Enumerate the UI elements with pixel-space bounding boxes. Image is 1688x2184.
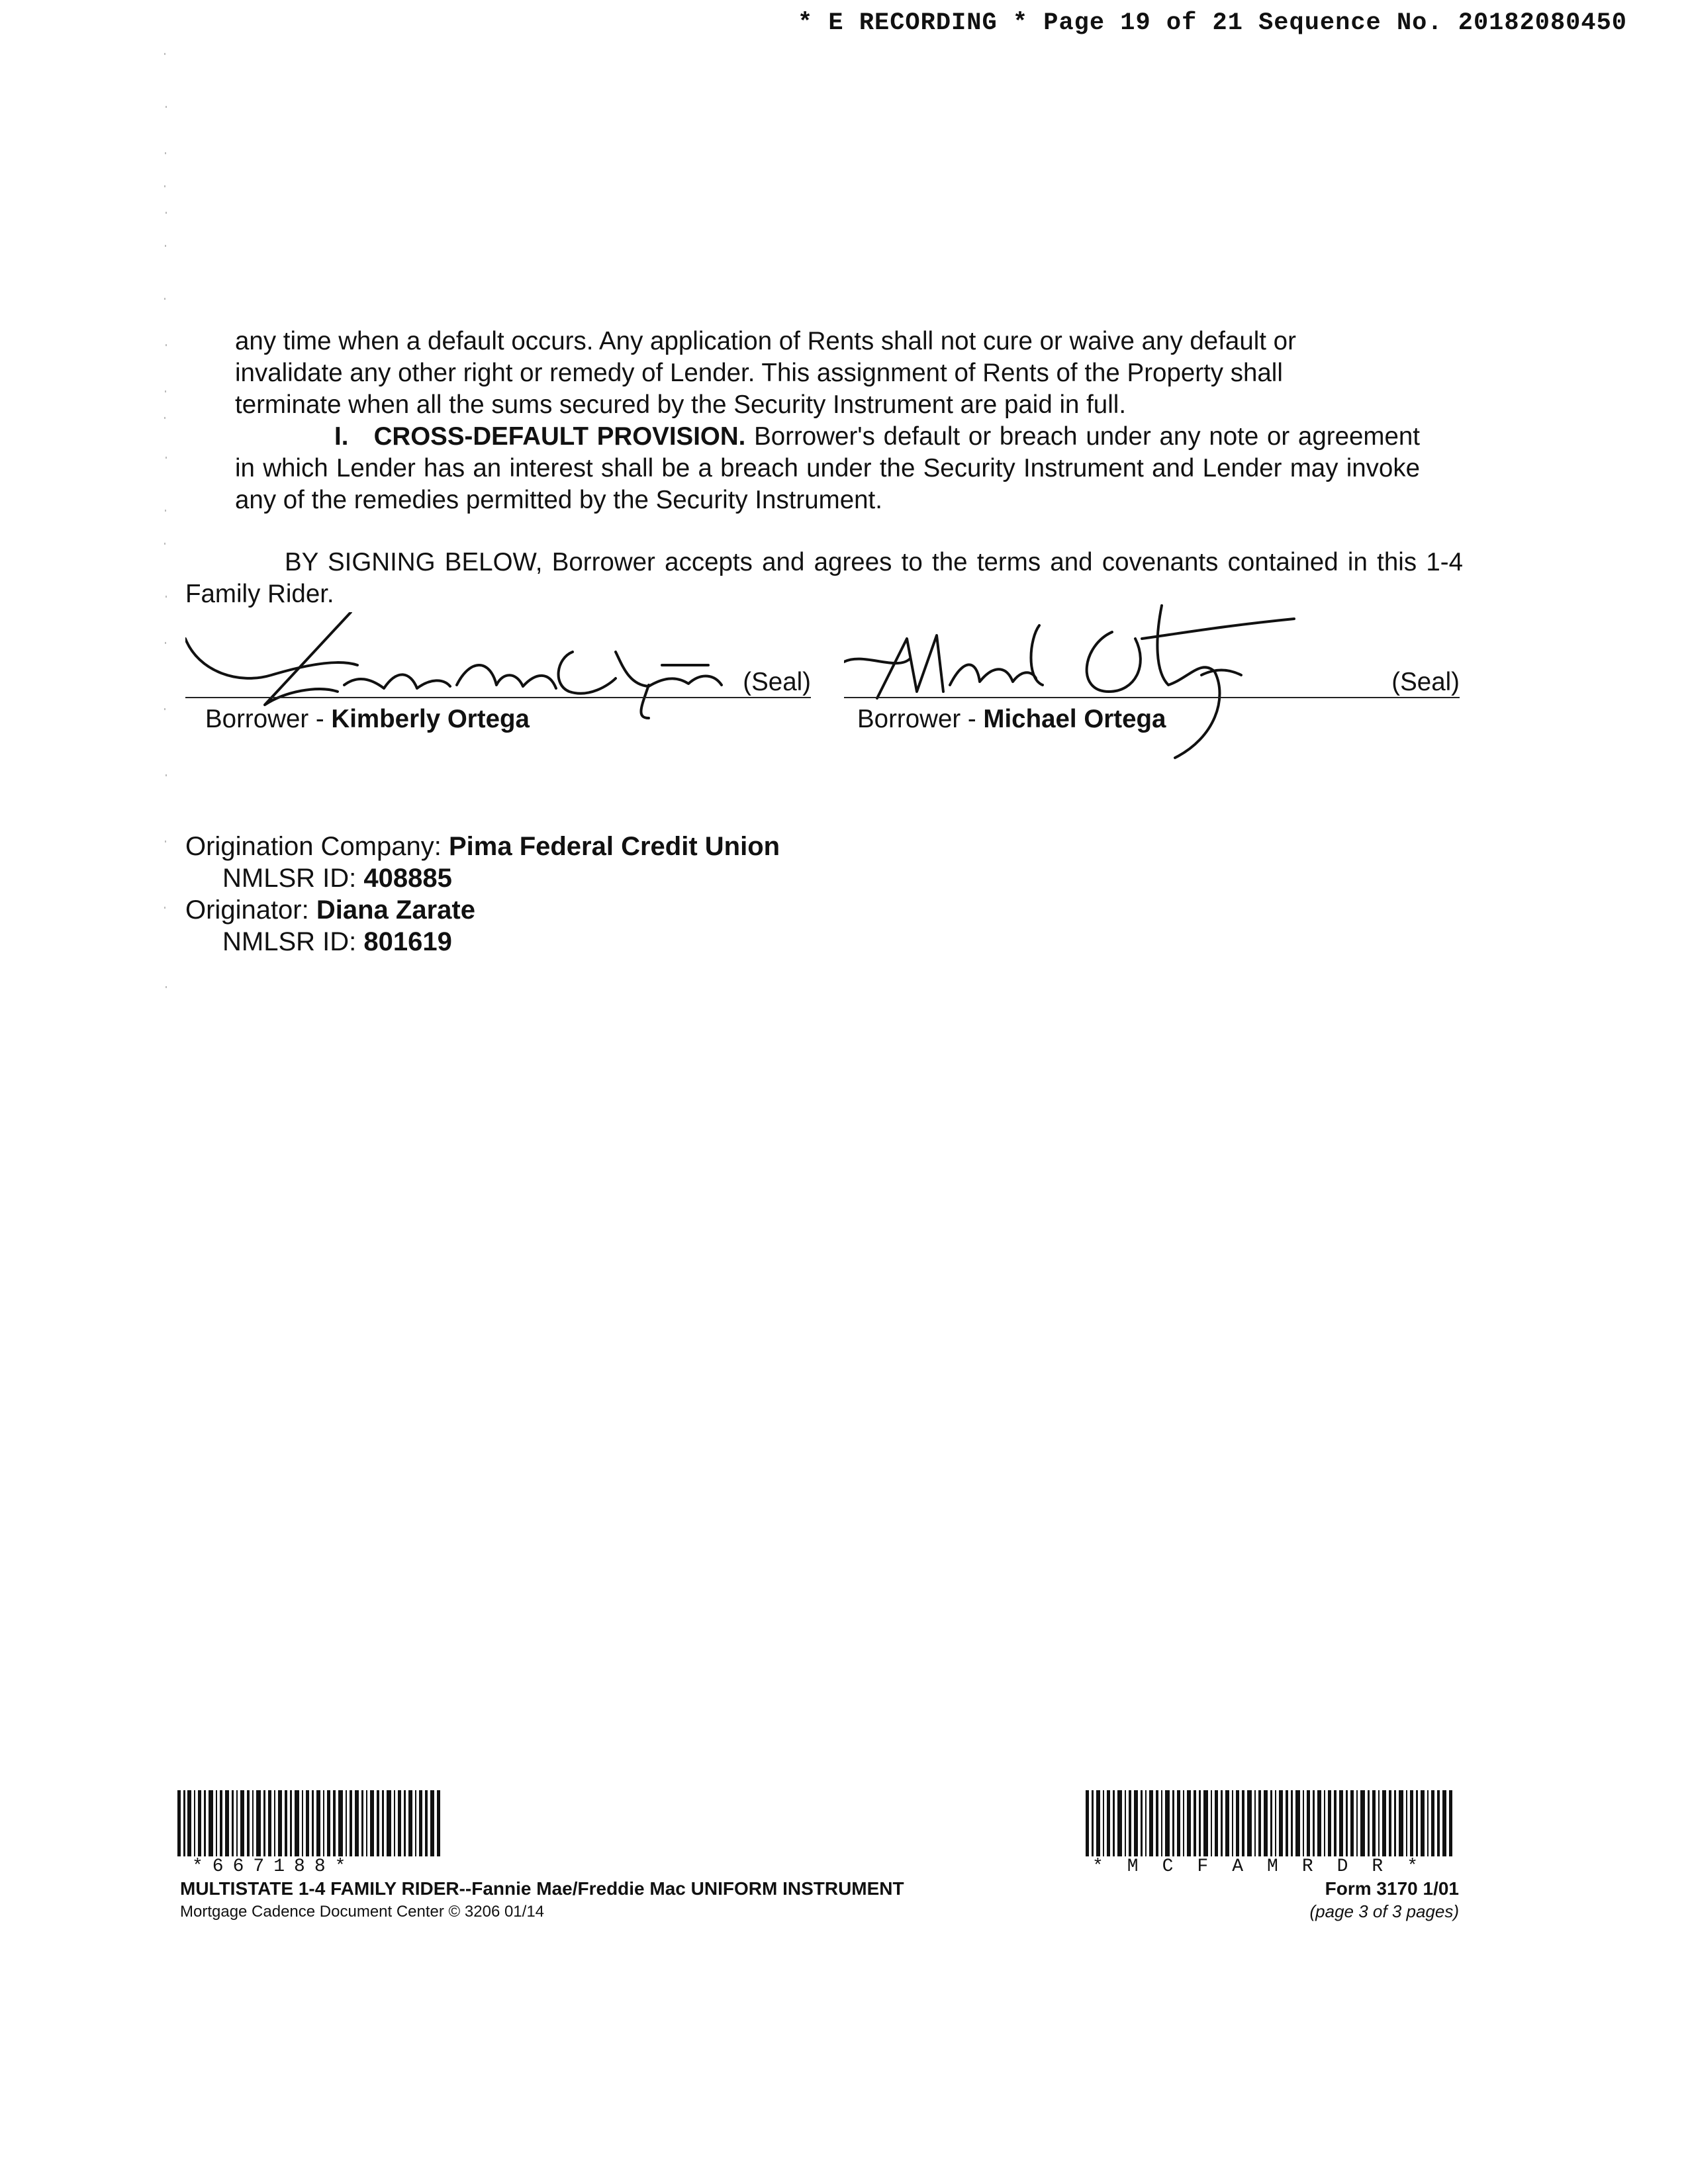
- footer-form-number: Form 3170 1/01: [1325, 1878, 1459, 1899]
- signature-block-kimberly: [185, 612, 811, 745]
- origination-company-row: [185, 831, 780, 862]
- section-letter: I.: [334, 422, 349, 451]
- company-nmlsr-row: [185, 862, 780, 894]
- borrower-role: Borrower -: [205, 705, 332, 733]
- originator-nmlsr-id: 801619: [363, 927, 452, 956]
- cross-default-paragraph: [235, 421, 1420, 516]
- footer-form-subtitle: Mortgage Cadence Document Center © 3206 01/14: [180, 1903, 545, 1921]
- origination-company-name: Pima Federal Credit Union: [448, 832, 780, 861]
- originator-label: Originator:: [185, 895, 316, 925]
- section-text: Borrower's default or breach under any note or agreement in which Lender has an interest shall be a breach under the Security Instrument and Lender may invoke any of the remedies permitted by the Security Instrument.: [235, 422, 1420, 514]
- signature-line-michael: [844, 697, 1460, 698]
- signature-block-michael: [844, 599, 1460, 771]
- barcode-left-text: *667188*: [192, 1856, 355, 1877]
- originator-name: Diana Zarate: [316, 895, 475, 925]
- borrower-role: Borrower -: [857, 705, 984, 733]
- rents-line-3: terminate when all the sums secured by the Security Instrument are paid in full.: [235, 390, 1127, 419]
- originator-row: [185, 894, 780, 926]
- borrower-label-michael: [857, 705, 1166, 734]
- company-nmlsr-label: NMLSR ID:: [222, 864, 364, 893]
- margin-specks: [163, 46, 176, 1039]
- rents-line-1: any time when a default occurs. Any application of Rents shall not cure or waive any default or: [235, 327, 1296, 355]
- seal-label-kimberly: (Seal): [743, 668, 811, 696]
- handwritten-signature-michael: [844, 599, 1460, 771]
- signature-line-kimberly: [185, 697, 811, 698]
- origination-block: [185, 831, 780, 958]
- originator-nmlsr-label: NMLSR ID:: [222, 927, 364, 956]
- recording-header: * E RECORDING * Page 19 of 21 Sequence No. 20182080450: [798, 9, 1627, 37]
- originator-nmlsr-row: [185, 926, 780, 958]
- barcode-right: [1086, 1790, 1456, 1856]
- footer-page-count: (page 3 of 3 pages): [1309, 1901, 1459, 1921]
- section-title: CROSS-DEFAULT PROVISION.: [373, 422, 746, 451]
- barcode-left: [177, 1790, 442, 1856]
- borrower-label-kimberly: [205, 705, 530, 734]
- borrower-name: Michael Ortega: [983, 705, 1166, 733]
- barcode-right-text: *MCFAMRDR*: [1092, 1856, 1442, 1877]
- rents-paragraph: [235, 326, 1420, 421]
- rents-line-2: invalidate any other right or remedy of Lender. This assignment of Rents of the Property shall: [235, 359, 1283, 387]
- footer-form-title: MULTISTATE 1-4 FAMILY RIDER--Fannie Mae/Freddie Mac UNIFORM INSTRUMENT: [180, 1878, 904, 1899]
- seal-label-michael: (Seal): [1391, 668, 1460, 696]
- signing-statement: BY SIGNING BELOW, Borrower accepts and agrees to the terms and covenants contained in this 1-4 Family Rider.: [185, 548, 1463, 608]
- company-nmlsr-id: 408885: [363, 864, 452, 893]
- borrower-name: Kimberly Ortega: [331, 705, 530, 733]
- origination-company-label: Origination Company:: [185, 832, 449, 861]
